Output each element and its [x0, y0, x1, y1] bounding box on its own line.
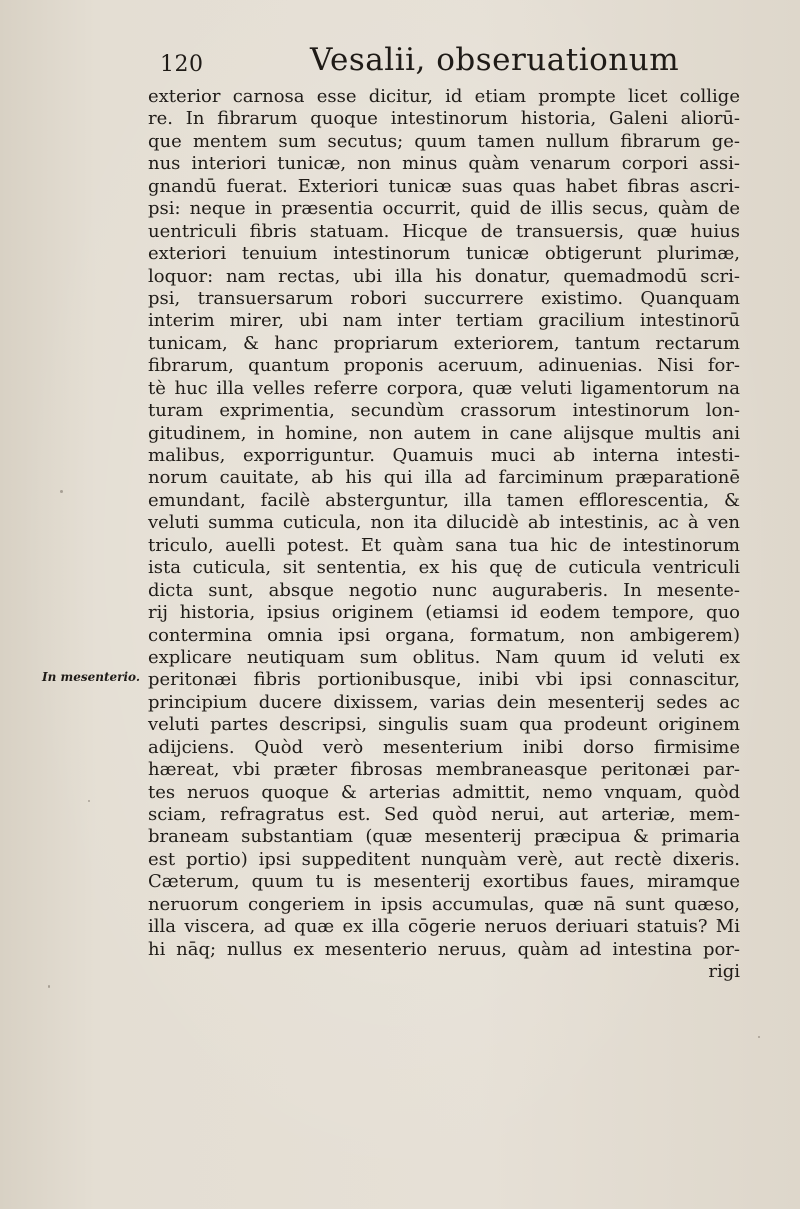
text-line: emundant, facilè absterguntur, illa tamen efflorescentia, &: [148, 489, 740, 511]
text-line: rigi: [708, 961, 740, 983]
text-line: neruorum congeriem in ipsis accumulas, quæ nā sunt quæso,: [148, 893, 740, 915]
ink-speck: [758, 1036, 760, 1038]
ink-speck: [48, 985, 50, 988]
text-line: tunicam, & hanc propriarum exteriorem, tantum rectarum: [148, 332, 740, 354]
text-line: contermina omnia ipsi organa, formatum, non ambigerem): [148, 624, 740, 646]
text-line: fibrarum, quantum proponis aceruum, adinuenias. Nisi for-: [148, 355, 740, 377]
text-line: peritonæi fibris portionibusque, inibi vbi ipsi connascitur,: [148, 669, 740, 691]
text-line: exterior carnosa esse dicitur, id etiam prompte licet collige: [148, 86, 740, 107]
text-line: hi nāq; nullus ex mesenterio neruus, quàm ad intestina por-: [148, 938, 740, 960]
text-line: loquor: nam rectas, ubi illa his donatur, quemadmodū scri-: [148, 265, 740, 287]
text-line: turam exprimentia, secundùm crassorum intestinorum lon-: [148, 400, 740, 422]
text-line: uentriculi fibris statuam. Hicque de transuersis, quæ huius: [148, 220, 740, 242]
text-line: malibus, exporriguntur. Quamuis muci ab interna intesti-: [148, 445, 740, 466]
text-line: gnandū fuerat. Exteriori tunicæ suas quas habet fibras ascri-: [148, 175, 740, 197]
text-line: norum cauitate, ab his qui illa ad farciminum præparationē: [148, 467, 740, 489]
body-text: [148, 86, 740, 984]
text-line: tes neruos quoque & arterias admittit, nemo vnquam, quòd: [148, 781, 740, 803]
text-line: explicare neutiquam sum oblitus. Nam quum id veluti ex: [148, 646, 740, 668]
text-line: Cæterum, quum tu is mesenterij exortibus faues, miramque: [148, 871, 740, 893]
running-title: Vesalii, obseruationum: [310, 42, 680, 78]
text-line: dicta sunt, absque negotio nunc auguraberis. In mesente-: [148, 579, 740, 601]
text-line: interim mirer, ubi nam inter tertiam gracilium intestinorū: [148, 310, 740, 332]
text-line: veluti summa cuticula, non ita dilucidè ab intestinis, ac à ven: [148, 512, 740, 534]
ink-speck: [88, 800, 90, 802]
page-number: 120: [160, 52, 204, 77]
text-line: principium ducere dixissem, varias dein mesenterij sedes ac: [148, 691, 740, 713]
text-line: veluti partes descripsi, singulis suam qua prodeunt originem: [148, 714, 740, 736]
text-line: adijciens. Quòd verò mesenterium inibi dorso firmisime: [148, 736, 740, 758]
marginal-note: In mesenterio.: [42, 670, 140, 684]
ink-speck: [60, 490, 63, 493]
text-line: braneam substantiam (quæ mesenterij præcipua & primaria: [148, 826, 740, 848]
text-line: est portio) ipsi suppeditent nunquàm verè, aut rectè dixeris.: [148, 848, 740, 870]
text-line: exteriori tenuium intestinorum tunicæ obtigerunt plurimæ,: [148, 243, 740, 265]
text-line: tè huc illa velles referre corpora, quæ veluti ligamentorum na: [148, 377, 740, 399]
text-line: re. In fibrarum quoque intestinorum historia, Galeni aliorū-: [148, 108, 740, 130]
page-header: [160, 42, 680, 82]
text-line: rij historia, ipsius originem (etiamsi id eodem tempore, quo: [148, 602, 740, 624]
text-line: psi, transuersarum robori succurrere existimo. Quanquam: [148, 287, 740, 309]
text-line: hæreat, vbi præter fibrosas membraneasque peritonæi par-: [148, 759, 740, 781]
text-line: nus interiori tunicæ, non minus quàm venarum corpori assi-: [148, 153, 740, 175]
text-line: gitudinem, in homine, non autem in cane alijsque multis ani: [148, 422, 740, 444]
text-line: illa viscera, ad quæ ex illa cōgerie neruos deriuari statuis? Mi: [148, 916, 740, 938]
text-line: que mentem sum secutus; quum tamen nullum fibrarum ge-: [148, 130, 740, 152]
text-line: triculo, auelli potest. Et quàm sana tua hic de intestinorum: [148, 534, 740, 556]
text-line: sciam, refragratus est. Sed quòd nerui, aut arteriæ, mem-: [148, 804, 740, 825]
text-line: ista cuticula, sit sententia, ex his quę de cuticula ventriculi: [148, 557, 740, 579]
text-line: psi: neque in præsentia occurrit, quid de illis secus, quàm de: [148, 198, 740, 220]
